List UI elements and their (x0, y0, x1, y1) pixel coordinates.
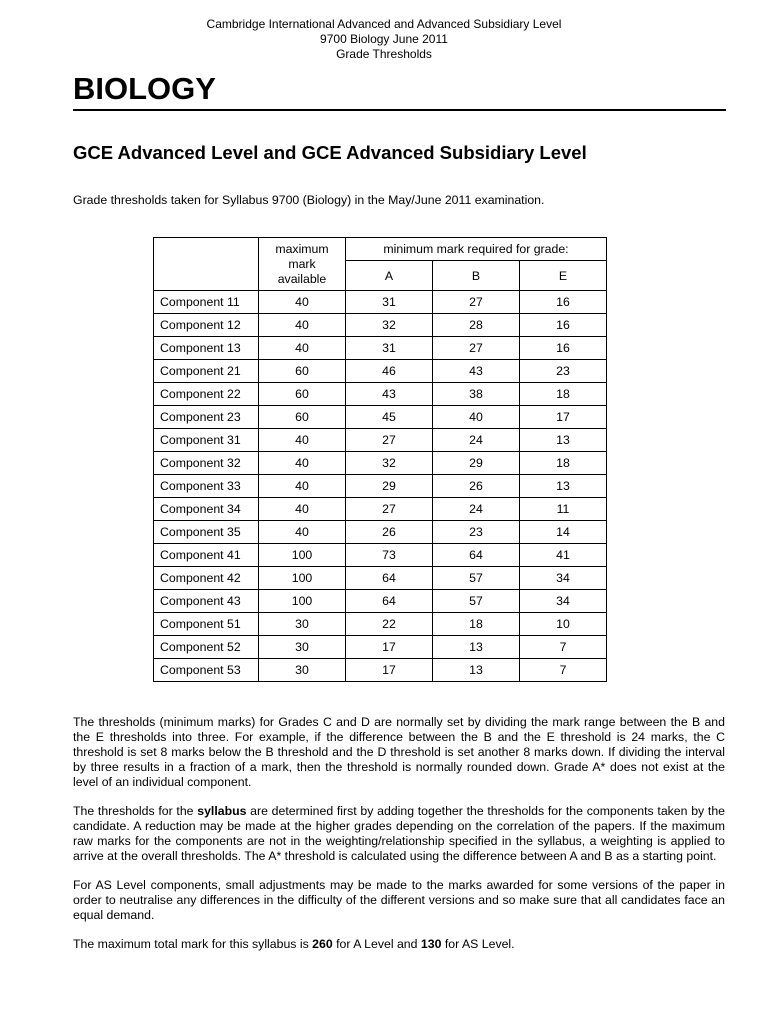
grade-b-cell: 57 (433, 567, 520, 590)
grade-e-cell: 14 (520, 521, 607, 544)
table-row (154, 590, 607, 613)
grade-e-cell: 13 (520, 475, 607, 498)
grade-e-cell: 16 (520, 314, 607, 337)
notes-section (73, 715, 725, 966)
table-row (154, 498, 607, 521)
table-row (154, 521, 607, 544)
grade-a-cell: 73 (346, 544, 433, 567)
grade-e-cell: 10 (520, 613, 607, 636)
grade-thresholds-table (153, 237, 607, 682)
component-cell: Component 42 (154, 567, 259, 590)
max-mark-cell: 40 (259, 291, 346, 314)
note-paragraph-2: The thresholds for the syllabus are determined first by adding together the thresholds for the components taken by the candidate. A reduction may be made at the higher grades depending on the correlation of the papers. If the maximum raw marks for the components are not in the weighting/relationship specified in the syllabus, a weighting is applied to arrive at the overall thresholds. The A* threshold is calculated using the difference between A and B as a starting point. (73, 804, 725, 863)
grade-a-cell: 32 (346, 314, 433, 337)
grade-a-cell: 22 (346, 613, 433, 636)
max-mark-cell: 40 (259, 314, 346, 337)
component-cell: Component 21 (154, 360, 259, 383)
table-row (154, 544, 607, 567)
grade-e-cell: 34 (520, 567, 607, 590)
table-row (154, 613, 607, 636)
grade-e-cell: 34 (520, 590, 607, 613)
grade-a-cell: 17 (346, 636, 433, 659)
component-cell: Component 35 (154, 521, 259, 544)
note-paragraph-1: The thresholds (minimum marks) for Grades C and D are normally set by dividing the mark range between the B and the E thresholds into three. For example, if the difference between the B and the E threshold is 24 marks, the C threshold is set 8 marks below the B threshold and the D threshold is set another 8 marks down. If dividing the interval by three results in a fraction of a mark, then the threshold is normally rounded down. Grade A* does not exist at the level of an individual component. (73, 715, 725, 789)
grade-b-cell: 18 (433, 613, 520, 636)
component-cell: Component 32 (154, 452, 259, 475)
component-cell: Component 33 (154, 475, 259, 498)
grade-b-cell: 27 (433, 291, 520, 314)
grade-a-cell: 27 (346, 498, 433, 521)
max-mark-cell: 60 (259, 383, 346, 406)
grade-b-header: B (433, 261, 520, 291)
grade-e-cell: 41 (520, 544, 607, 567)
max-mark-header: maximum mark available (259, 238, 346, 291)
grade-e-cell: 23 (520, 360, 607, 383)
grade-e-header: E (520, 261, 607, 291)
max-mark-cell: 40 (259, 475, 346, 498)
max-mark-cell: 30 (259, 636, 346, 659)
grade-e-cell: 16 (520, 337, 607, 360)
section-heading: GCE Advanced Level and GCE Advanced Subsidiary Level (73, 142, 587, 163)
grade-a-cell: 29 (346, 475, 433, 498)
grade-a-cell: 43 (346, 383, 433, 406)
min-mark-header: minimum mark required for grade: (346, 238, 607, 261)
grade-e-cell: 18 (520, 452, 607, 475)
grade-b-cell: 27 (433, 337, 520, 360)
table-row (154, 429, 607, 452)
max-mark-cell: 40 (259, 337, 346, 360)
component-cell: Component 12 (154, 314, 259, 337)
grade-a-cell: 31 (346, 337, 433, 360)
max-mark-cell: 60 (259, 406, 346, 429)
grade-e-cell: 11 (520, 498, 607, 521)
component-cell: Component 52 (154, 636, 259, 659)
grade-a-cell: 27 (346, 429, 433, 452)
component-cell: Component 11 (154, 291, 259, 314)
table-row (154, 360, 607, 383)
grade-b-cell: 24 (433, 498, 520, 521)
table-row (154, 291, 607, 314)
note-paragraph-4: The maximum total mark for this syllabus is 260 for A Level and 130 for AS Level. (73, 937, 515, 951)
table-row (154, 452, 607, 475)
grade-e-cell: 17 (520, 406, 607, 429)
grade-a-cell: 64 (346, 590, 433, 613)
table-row (154, 314, 607, 337)
grade-a-cell: 17 (346, 659, 433, 682)
max-mark-cell: 30 (259, 613, 346, 636)
grade-e-cell: 16 (520, 291, 607, 314)
component-cell: Component 51 (154, 613, 259, 636)
grade-e-cell: 7 (520, 659, 607, 682)
grade-e-cell: 7 (520, 636, 607, 659)
component-cell: Component 22 (154, 383, 259, 406)
header-line-1: Cambridge International Advanced and Advanced Subsidiary Level (206, 17, 562, 31)
component-cell: Component 13 (154, 337, 259, 360)
grade-a-cell: 46 (346, 360, 433, 383)
header-line-3: Grade Thresholds (336, 47, 432, 61)
component-cell: Component 43 (154, 590, 259, 613)
table-row (154, 383, 607, 406)
grade-a-cell: 26 (346, 521, 433, 544)
header-line-2: 9700 Biology June 2011 (320, 32, 448, 46)
grade-a-cell: 31 (346, 291, 433, 314)
component-cell: Component 23 (154, 406, 259, 429)
document-title: BIOLOGY (73, 71, 216, 106)
max-mark-cell: 60 (259, 360, 346, 383)
max-mark-cell: 30 (259, 659, 346, 682)
max-mark-cell: 40 (259, 429, 346, 452)
table-row (154, 567, 607, 590)
intro-text: Grade thresholds taken for Syllabus 9700 (Biology) in the May/June 2011 examination. (73, 193, 545, 207)
grade-a-cell: 64 (346, 567, 433, 590)
max-mark-cell: 40 (259, 498, 346, 521)
grade-b-cell: 23 (433, 521, 520, 544)
max-mark-cell: 100 (259, 590, 346, 613)
max-mark-cell: 40 (259, 452, 346, 475)
note-paragraph-3: For AS Level components, small adjustments may be made to the marks awarded for some versions of the paper in order to neutralise any differences in the difficulty of the different versions and so make sure that all candidates face an equal demand. (73, 878, 725, 922)
grade-b-cell: 57 (433, 590, 520, 613)
grade-b-cell: 13 (433, 636, 520, 659)
grade-b-cell: 64 (433, 544, 520, 567)
table-row (154, 475, 607, 498)
component-cell: Component 34 (154, 498, 259, 521)
empty-header-cell (154, 238, 259, 291)
grade-e-cell: 18 (520, 383, 607, 406)
grade-a-header: A (346, 261, 433, 291)
max-mark-cell: 100 (259, 567, 346, 590)
grade-b-cell: 26 (433, 475, 520, 498)
grade-e-cell: 13 (520, 429, 607, 452)
grade-b-cell: 29 (433, 452, 520, 475)
grade-b-cell: 13 (433, 659, 520, 682)
title-divider (73, 109, 726, 111)
page-header (0, 17, 768, 62)
component-cell: Component 31 (154, 429, 259, 452)
component-cell: Component 53 (154, 659, 259, 682)
table-row (154, 659, 607, 682)
grade-a-cell: 32 (346, 452, 433, 475)
grade-a-cell: 45 (346, 406, 433, 429)
grade-b-cell: 38 (433, 383, 520, 406)
component-cell: Component 41 (154, 544, 259, 567)
table-row (154, 636, 607, 659)
grade-b-cell: 40 (433, 406, 520, 429)
max-mark-cell: 40 (259, 521, 346, 544)
table-row (154, 406, 607, 429)
grade-b-cell: 28 (433, 314, 520, 337)
max-mark-cell: 100 (259, 544, 346, 567)
grade-b-cell: 24 (433, 429, 520, 452)
table-row (154, 337, 607, 360)
grade-b-cell: 43 (433, 360, 520, 383)
